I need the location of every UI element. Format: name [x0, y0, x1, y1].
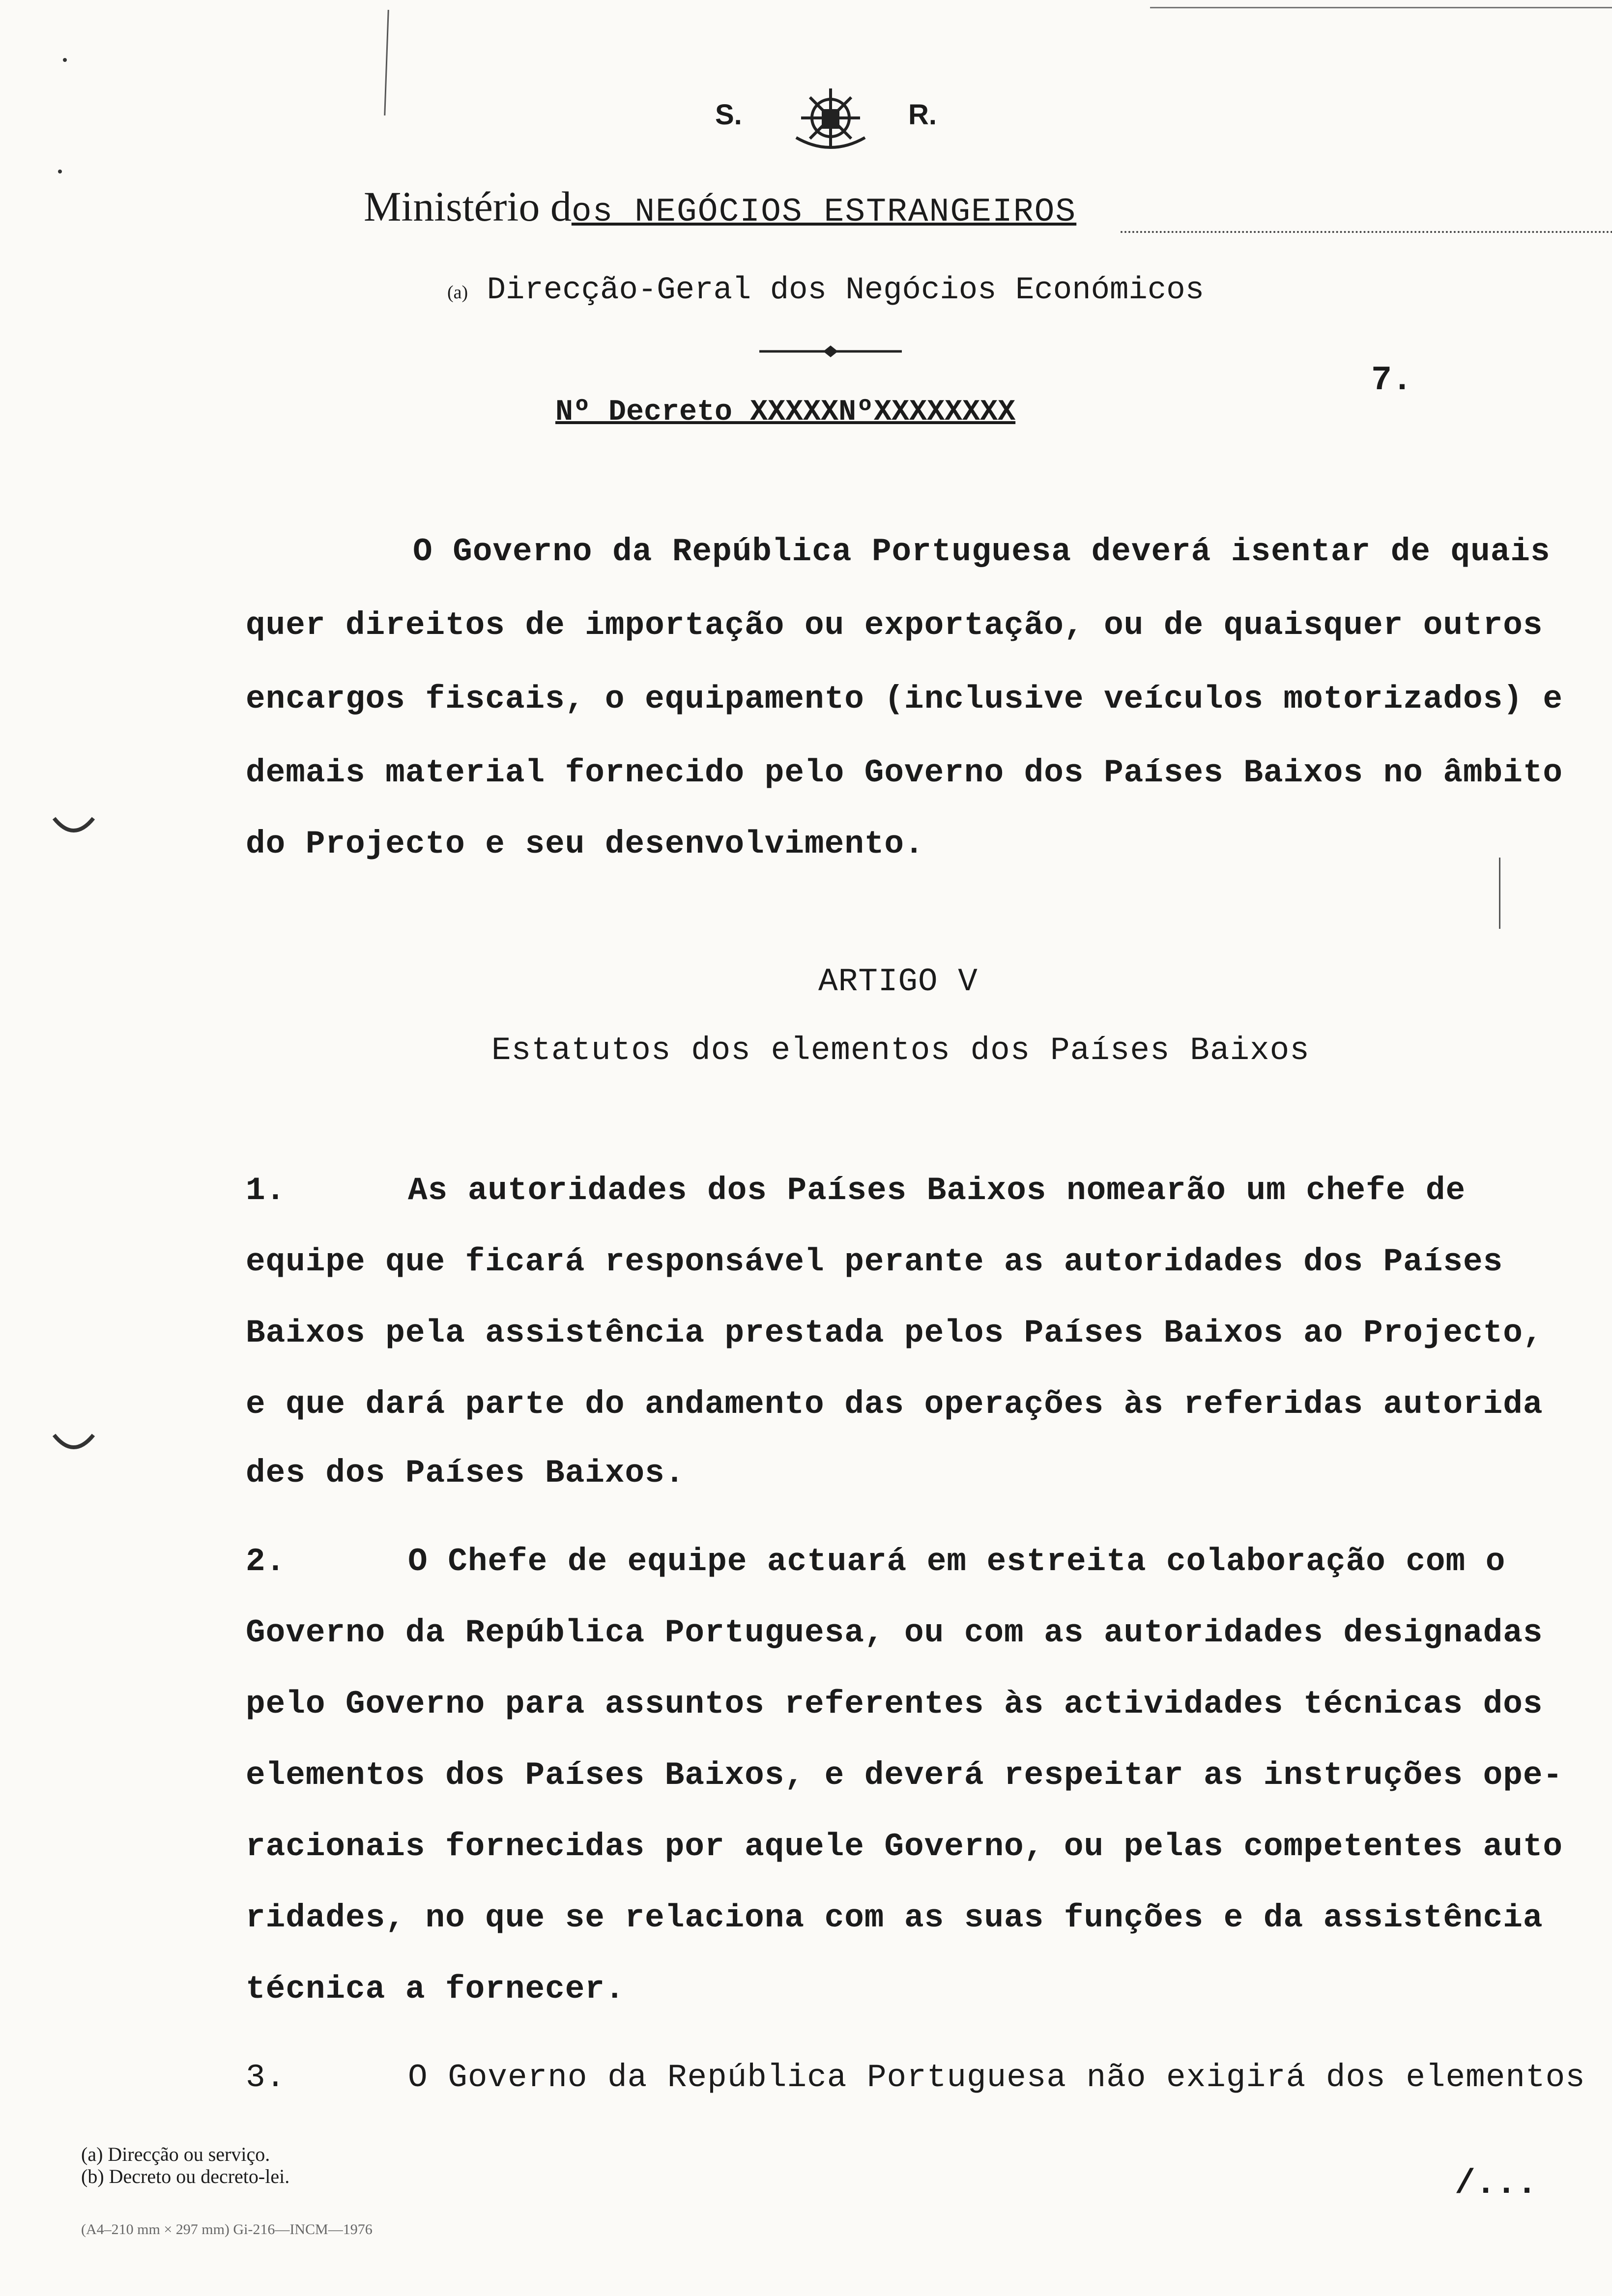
direction-footnote-mark: (a) [447, 282, 468, 303]
item-line: equipe que ficará responsável perante as autoridades dos Países [246, 1243, 1503, 1280]
article-title: ARTIGO V [818, 963, 978, 1000]
paragraph-line: do Projecto e seu desenvolvimento. [246, 826, 924, 862]
punch-mark [63, 58, 67, 62]
item-number: 2. [246, 1543, 286, 1580]
item-line: e que dará parte do andamento das operações às referidas autorida [246, 1386, 1543, 1423]
item-line: racionais fornecidas por aquele Governo, ou pelas competentes auto [246, 1828, 1563, 1865]
sr-left-letter: S. [715, 99, 742, 131]
item-number: 3. [246, 2059, 286, 2096]
direction-heading [447, 273, 1204, 308]
footnote-b: (b) Decreto ou decreto-lei. [81, 2165, 290, 2187]
direction-name: Direcção-Geral dos Negócios Económicos [487, 273, 1205, 308]
item-line: ridades, no que se relaciona com as suas funções e da assistência [246, 1899, 1543, 1936]
margin-rule [1499, 858, 1500, 929]
struck-decree-line: Nº Decreto XXXXXNºXXXXXXXX [555, 396, 1016, 429]
footnote-a: (a) Direcção ou serviço. [81, 2143, 270, 2165]
item-line: Baixos pela assistência prestada pelos Países Baixos ao Projecto, [246, 1315, 1543, 1351]
binding-mark-icon [52, 1430, 96, 1460]
margin-pen-stroke [384, 10, 389, 115]
page-number: 7. [1371, 361, 1413, 400]
print-reference: (A4–210 mm × 297 mm) Gi-216—INCM—1976 [81, 2221, 373, 2238]
sr-right-letter: R. [908, 99, 937, 131]
article-subtitle: Estatutos dos elementos dos Países Baixos [491, 1032, 1310, 1069]
paragraph-line: O Governo da República Portuguesa deverá isentar de quais [413, 533, 1551, 570]
item-line: pelo Governo para assuntos referentes às actividades técnicas dos [246, 1686, 1543, 1722]
item-line: O Chefe de equipe actuará em estreita colaboração com o [408, 1543, 1506, 1580]
ministry-heading [364, 182, 1076, 231]
item-line: des dos Países Baixos. [246, 1455, 685, 1492]
ministry-label: Ministério d [364, 183, 572, 230]
item-line: técnica a fornecer. [246, 1971, 625, 2008]
item-line: Governo da República Portuguesa, ou com as autoridades designadas [246, 1614, 1543, 1651]
continuation-mark: /... [1455, 2165, 1538, 2204]
diamond-divider-icon [759, 342, 902, 361]
binding-mark-icon [52, 813, 96, 843]
item-line: As autoridades dos Países Baixos nomearão um chefe de [408, 1172, 1466, 1209]
item-number: 1. [246, 1172, 286, 1209]
paragraph-line: demais material fornecido pelo Governo dos Países Baixos no âmbito [246, 754, 1563, 791]
ministry-dotted-line [1121, 231, 1612, 233]
item-line: O Governo da República Portuguesa não exigirá dos elementos [408, 2059, 1585, 2096]
paragraph-line: quer direitos de importação ou exportação, ou de quaisquer outros [246, 607, 1543, 644]
paragraph-line: encargos fiscais, o equipamento (inclusive veículos motorizados) e [246, 681, 1563, 718]
item-line: elementos dos Países Baixos, e deverá respeitar as instruções ope- [246, 1757, 1563, 1794]
coat-of-arms-seal-icon [781, 79, 880, 157]
ministry-name: os NEGÓCIOS ESTRANGEIROS [571, 193, 1077, 231]
punch-mark [58, 170, 62, 173]
top-edge-line [1150, 7, 1612, 8]
